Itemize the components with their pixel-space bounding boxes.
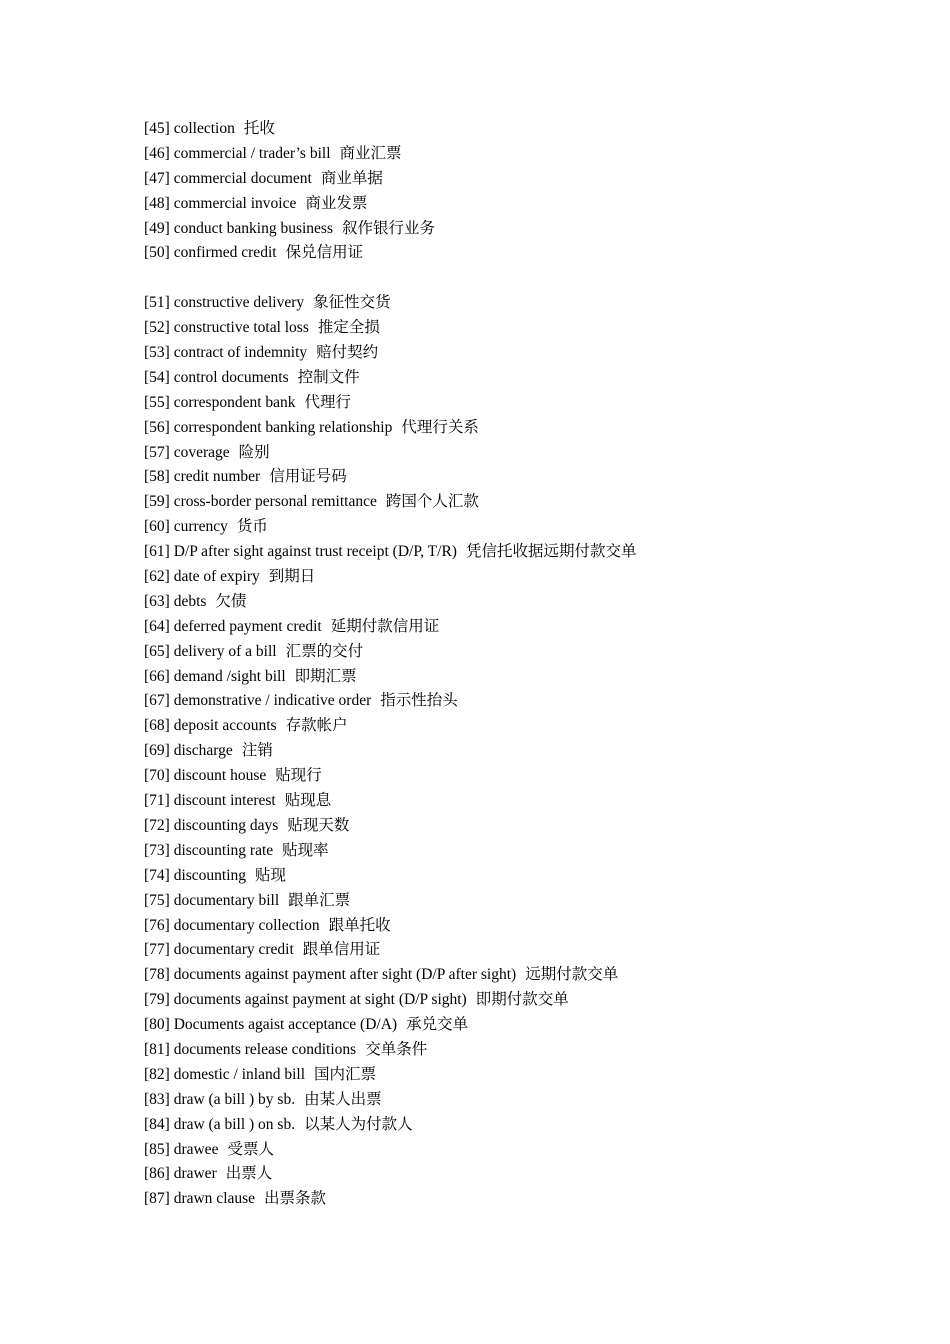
chinese-term: 商业汇票 bbox=[339, 143, 402, 162]
glossary-entry bbox=[144, 639, 636, 664]
glossary-entry bbox=[144, 440, 636, 465]
chinese-term: 赔付契约 bbox=[316, 343, 379, 362]
chinese-term: 即期汇票 bbox=[294, 666, 357, 685]
chinese-term: 即期付款交单 bbox=[475, 990, 569, 1009]
glossary-entry bbox=[144, 315, 636, 340]
glossary-entry bbox=[144, 987, 636, 1012]
glossary-entry bbox=[144, 1062, 636, 1087]
english-term: [45] collection bbox=[144, 120, 235, 137]
english-term: [84] draw (a bill ) on sb. bbox=[144, 1115, 296, 1133]
english-term: [82] domestic / inland bill bbox=[144, 1065, 306, 1083]
english-term: [61] D/P after sight against trust receipt (D/P, T/R) bbox=[144, 543, 457, 561]
chinese-term: 受票人 bbox=[227, 1139, 274, 1158]
glossary-entry bbox=[144, 340, 636, 365]
english-term: [66] demand /sight bill bbox=[144, 667, 286, 685]
glossary-entry bbox=[144, 688, 636, 713]
chinese-term: 信用证号码 bbox=[269, 467, 347, 486]
chinese-term: 欠债 bbox=[215, 591, 247, 610]
glossary-entry bbox=[144, 1012, 636, 1037]
glossary-entry bbox=[144, 813, 636, 838]
glossary-entry bbox=[144, 937, 636, 962]
english-term: [64] deferred payment credit bbox=[144, 617, 322, 635]
glossary-entry bbox=[144, 464, 636, 489]
glossary-entry bbox=[144, 514, 636, 539]
glossary-entry bbox=[144, 589, 636, 614]
glossary-entry bbox=[144, 614, 636, 639]
glossary-entry bbox=[144, 1186, 636, 1211]
chinese-term: 保兑信用证 bbox=[285, 243, 364, 262]
chinese-term: 到期日 bbox=[268, 567, 316, 586]
english-term: [56] correspondent banking relationship bbox=[144, 418, 393, 436]
chinese-term: 叙作银行业务 bbox=[341, 218, 435, 237]
chinese-term: 跟单信用证 bbox=[302, 940, 381, 959]
english-term: [62] date of expiry bbox=[144, 568, 260, 586]
chinese-term: 延期付款信用证 bbox=[330, 616, 440, 635]
chinese-term: 远期付款交单 bbox=[525, 965, 619, 984]
english-term: [86] drawer bbox=[144, 1165, 217, 1183]
chinese-term: 跨国个人汇款 bbox=[385, 492, 479, 511]
chinese-term: 交单条件 bbox=[365, 1039, 428, 1058]
chinese-term: 控制文件 bbox=[297, 367, 360, 386]
chinese-term: 货币 bbox=[236, 517, 268, 536]
chinese-term: 跟单托收 bbox=[328, 915, 391, 934]
glossary-entry bbox=[144, 1137, 636, 1162]
chinese-term: 商业单据 bbox=[320, 168, 383, 187]
chinese-term: 出票条款 bbox=[264, 1189, 327, 1208]
glossary-entry bbox=[144, 390, 636, 415]
chinese-term: 由某人出票 bbox=[304, 1089, 382, 1108]
glossary-entry bbox=[144, 1087, 636, 1112]
chinese-term: 贴现天数 bbox=[287, 815, 350, 834]
english-term: [58] credit number bbox=[144, 468, 261, 486]
chinese-term: 贴现行 bbox=[275, 766, 322, 785]
english-term: [79] documents against payment at sight (D/P sight) bbox=[144, 991, 467, 1009]
english-term: [59] cross-border personal remittance bbox=[144, 493, 377, 511]
english-term: [54] control documents bbox=[144, 368, 289, 386]
chinese-term: 汇票的交付 bbox=[285, 641, 364, 660]
glossary-entry bbox=[144, 1161, 636, 1186]
glossary-entry bbox=[144, 863, 636, 888]
english-term: [67] demonstrative / indicative order bbox=[144, 692, 372, 710]
chinese-term: 贴现率 bbox=[282, 840, 329, 859]
glossary-entry bbox=[144, 191, 636, 216]
english-term: [49] conduct banking business bbox=[144, 219, 333, 237]
glossary-entry bbox=[144, 713, 636, 738]
chinese-term: 国内汇票 bbox=[314, 1064, 377, 1083]
english-term: [69] discharge bbox=[144, 742, 233, 760]
english-term: [85] drawee bbox=[144, 1140, 219, 1158]
glossary-entry bbox=[144, 888, 636, 913]
chinese-term: 推定全损 bbox=[317, 318, 380, 337]
english-term: [48] commercial invoice bbox=[144, 194, 297, 212]
english-term: [87] drawn clause bbox=[144, 1190, 256, 1208]
english-term: [51] constructive delivery bbox=[144, 294, 305, 312]
english-term: [57] coverage bbox=[144, 443, 230, 461]
chinese-term: 代理行 bbox=[304, 392, 352, 411]
english-term: [65] delivery of a bill bbox=[144, 642, 277, 660]
glossary-entry bbox=[144, 738, 636, 763]
english-term: [83] draw (a bill ) by sb. bbox=[144, 1090, 296, 1108]
glossary-entry bbox=[144, 141, 636, 166]
english-term: [77] documentary credit bbox=[144, 941, 294, 959]
english-term: [72] discounting days bbox=[144, 816, 279, 834]
glossary-entry bbox=[144, 913, 636, 938]
chinese-term: 贴现 bbox=[255, 865, 287, 884]
chinese-term: 凭信托收据远期付款交单 bbox=[465, 542, 637, 561]
glossary-entry bbox=[144, 365, 636, 390]
glossary-entry bbox=[144, 838, 636, 863]
english-term: [75] documentary bill bbox=[144, 891, 280, 909]
glossary-entry bbox=[144, 788, 636, 813]
glossary-entry bbox=[144, 539, 636, 564]
english-term: [78] documents against payment after sight (D/P after sight) bbox=[144, 966, 517, 984]
english-term: [71] discount interest bbox=[144, 792, 276, 810]
chinese-term: 象征性交货 bbox=[313, 293, 391, 312]
english-term: [80] Documents agaist acceptance (D/A) bbox=[144, 1016, 398, 1034]
chinese-term: 以某人为付款人 bbox=[304, 1114, 413, 1133]
chinese-term: 贴现息 bbox=[284, 791, 332, 810]
english-term: [53] contract of indemnity bbox=[144, 344, 308, 362]
english-term: [73] discounting rate bbox=[144, 841, 274, 859]
chinese-term: 承兑交单 bbox=[406, 1015, 469, 1034]
chinese-term: 出票人 bbox=[225, 1164, 273, 1183]
chinese-term: 存款帐户 bbox=[285, 716, 348, 735]
english-term: [60] currency bbox=[144, 518, 228, 536]
chinese-term: 险别 bbox=[238, 442, 270, 461]
glossary-entry bbox=[144, 1037, 636, 1062]
english-term: [70] discount house bbox=[144, 767, 267, 785]
glossary-entry bbox=[144, 290, 636, 315]
english-term: [63] debts bbox=[144, 592, 207, 610]
english-term: [74] discounting bbox=[144, 866, 247, 884]
english-term: [81] documents release conditions bbox=[144, 1040, 357, 1058]
chinese-term: 托收 bbox=[243, 119, 275, 137]
english-term: [55] correspondent bank bbox=[144, 393, 296, 411]
english-term: [76] documentary collection bbox=[144, 916, 320, 934]
glossary-entry bbox=[144, 216, 636, 241]
glossary-entry bbox=[144, 664, 636, 689]
chinese-term: 注销 bbox=[241, 741, 273, 760]
english-term: [47] commercial document bbox=[144, 169, 312, 187]
chinese-term: 商业发票 bbox=[305, 193, 368, 212]
glossary-entry bbox=[144, 415, 636, 440]
english-term: [46] commercial / trader’s bill bbox=[144, 144, 331, 162]
english-term: [68] deposit accounts bbox=[144, 717, 277, 735]
glossary-entry bbox=[144, 116, 636, 141]
glossary-list bbox=[144, 116, 636, 1211]
chinese-term: 指示性抬头 bbox=[380, 691, 458, 710]
glossary-entry bbox=[144, 564, 636, 589]
chinese-term: 跟单汇票 bbox=[288, 890, 351, 909]
glossary-entry bbox=[144, 1112, 636, 1137]
english-term: [52] constructive total loss bbox=[144, 319, 309, 337]
english-term: [50] confirmed credit bbox=[144, 244, 277, 262]
glossary-entry bbox=[144, 166, 636, 191]
glossary-entry bbox=[144, 489, 636, 514]
glossary-entry bbox=[144, 240, 636, 265]
glossary-entry bbox=[144, 763, 636, 788]
chinese-term: 代理行关系 bbox=[401, 417, 479, 436]
glossary-entry bbox=[144, 962, 636, 987]
